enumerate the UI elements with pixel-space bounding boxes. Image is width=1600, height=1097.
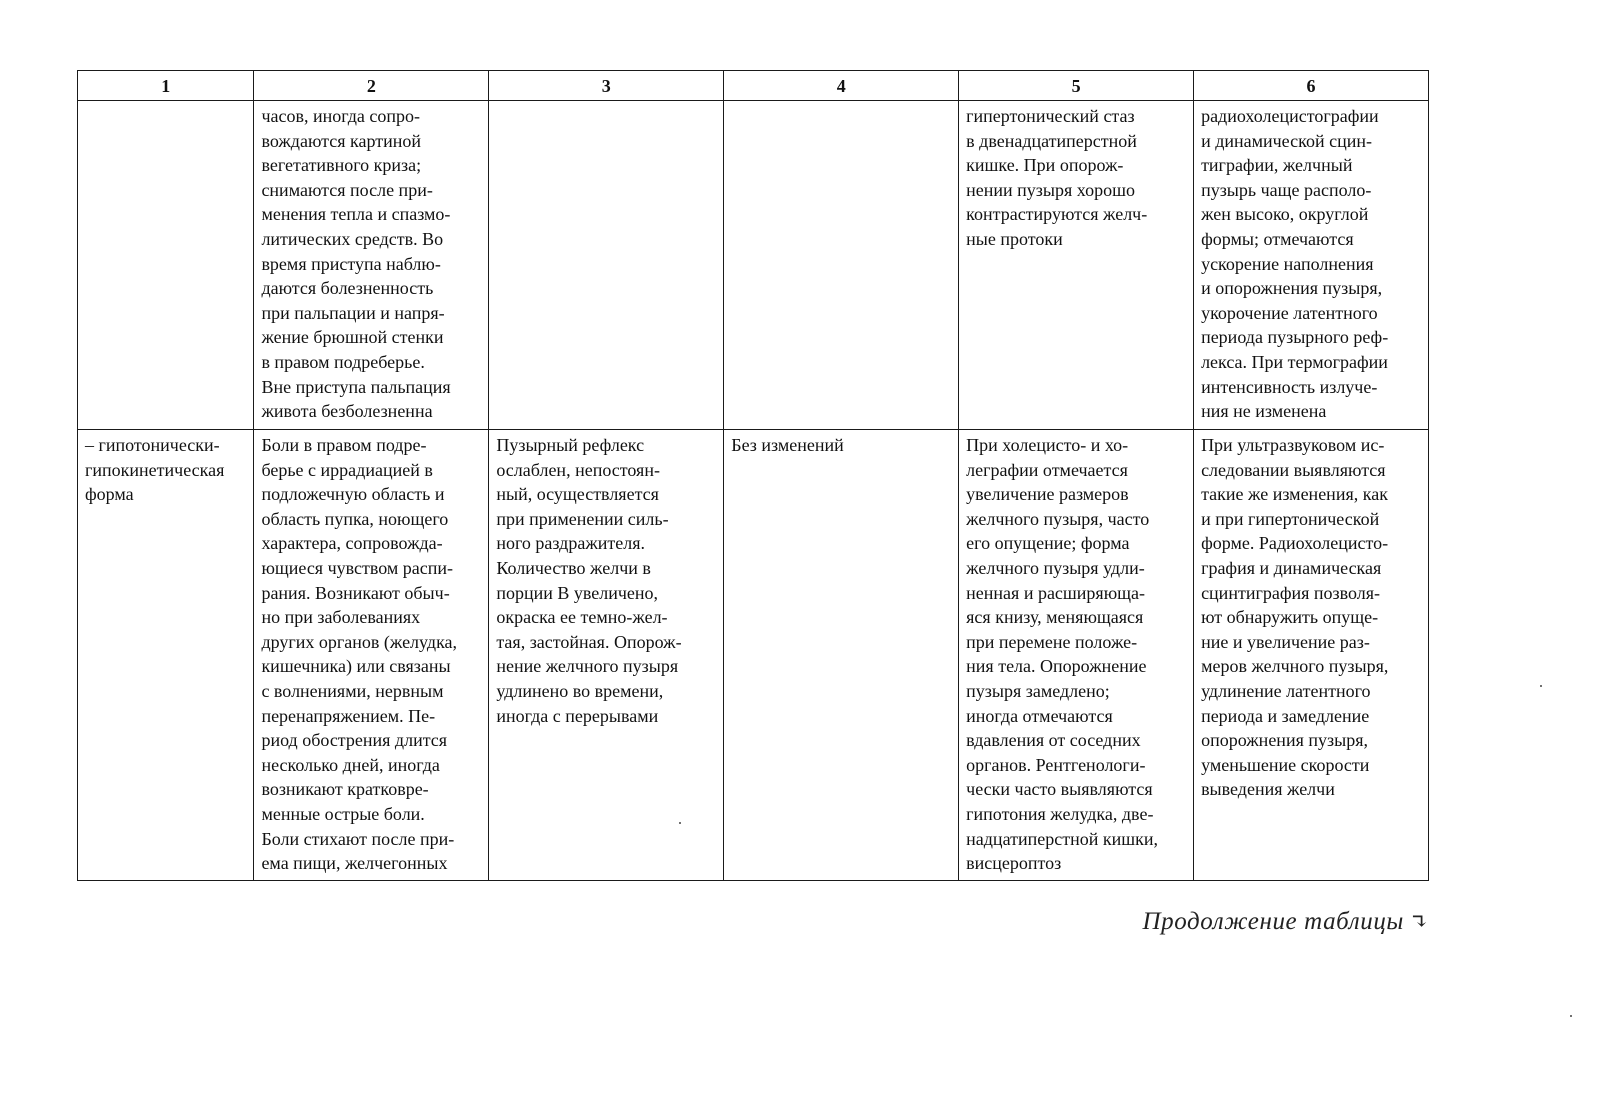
table-cell: Пузырный рефлекс ослаблен, непостоян- ный, осуществляется при применении силь- ного раздражителя. Количество желчи в порции В увеличено, окраска ее темно-жел- тая, застойная. Опорож- нение желчного пузыря удлинено во времени, иногда с перерывами <box>489 430 724 881</box>
scan-speck <box>1570 1015 1572 1017</box>
header-cell-6: 6 <box>1194 71 1429 101</box>
scan-speck <box>679 822 681 824</box>
continuation-label: Продолжение таблицы <box>1142 908 1404 935</box>
table-cell: При холецисто- и хо- леграфии отмечается увеличение размеров желчного пузыря, часто его опущение; форма желчного пузыря удли- ненная и расширяюща- яся книзу, меняющаяся при перемене положе- ния тела. Опорожнение пузыря замедлено; иногда отмечаются вдавления от соседних органов. Рентгенологи- чески часто выявляются гипотония желудка, две- надцатиперстной кишки, висцероптоз <box>959 430 1194 881</box>
table-cell <box>724 101 959 430</box>
table-cell: гипертонический стаз в двенадцатиперстной кишке. При опорож- нении пузыря хорошо контрастируются желч- ные протоки <box>959 101 1194 430</box>
scan-speck <box>1540 685 1542 687</box>
table-row <box>78 101 1429 430</box>
header-cell-4: 4 <box>724 71 959 101</box>
table-row <box>78 430 1429 881</box>
table-cell <box>78 101 254 430</box>
table-cell: Без изменений <box>724 430 959 881</box>
header-cell-1: 1 <box>78 71 254 101</box>
table-cell: радиохолецистографии и динамической сцин- тиграфии, желчный пузырь чаще располо- жен высоко, округлой формы; отмечаются ускорение наполнения и опорожнения пузыря, укорочение латентного периода пузырного реф- лекса. При термографии интенсивность излуче- ния не изменена <box>1194 101 1429 430</box>
table-cell: – гипотонически- гипокинетическая форма <box>78 430 254 881</box>
header-cell-5: 5 <box>959 71 1194 101</box>
table-cell: При ультразвуковом ис- следовании выявляются такие же изменения, как и при гипертонической форме. Радиохолецисто- графия и динамическая сцинтиграфия позволя- ют обнаружить опуще- ние и увеличение раз- меров желчного пузыря, удлинение латентного периода и замедление опорожнения пузыря, уменьшение скорости выведения желчи <box>1194 430 1429 881</box>
table-header-row <box>78 71 1429 101</box>
continuation-table <box>77 70 1429 881</box>
continuation-note <box>1142 908 1429 936</box>
table-cell <box>489 101 724 430</box>
continue-arrow-icon: ↴ <box>1409 909 1429 934</box>
header-cell-3: 3 <box>489 71 724 101</box>
table-cell: Боли в правом подре- берье с иррадиацией в подложечную область и область пупка, ноющего характера, сопровожда- ющиеся чувством распи- рания. Возникают обыч- но при заболеваниях других органов (желудка, кишечника) или связаны с волнениями, нервным перенапряжением. Пе- риод обострения длится несколько дней, иногда возникают кратковре- менные острые боли. Боли стихают после при- ема пищи, желчегонных <box>254 430 489 881</box>
header-cell-2: 2 <box>254 71 489 101</box>
table-cell: часов, иногда сопро- вождаются картиной вегетативного криза; снимаются после при- менения тепла и спазмо- литических средств. Во время приступа наблю- даются болезненность при пальпации и напря- жение брюшной стенки в правом подреберье. Вне приступа пальпация живота безболезненна <box>254 101 489 430</box>
